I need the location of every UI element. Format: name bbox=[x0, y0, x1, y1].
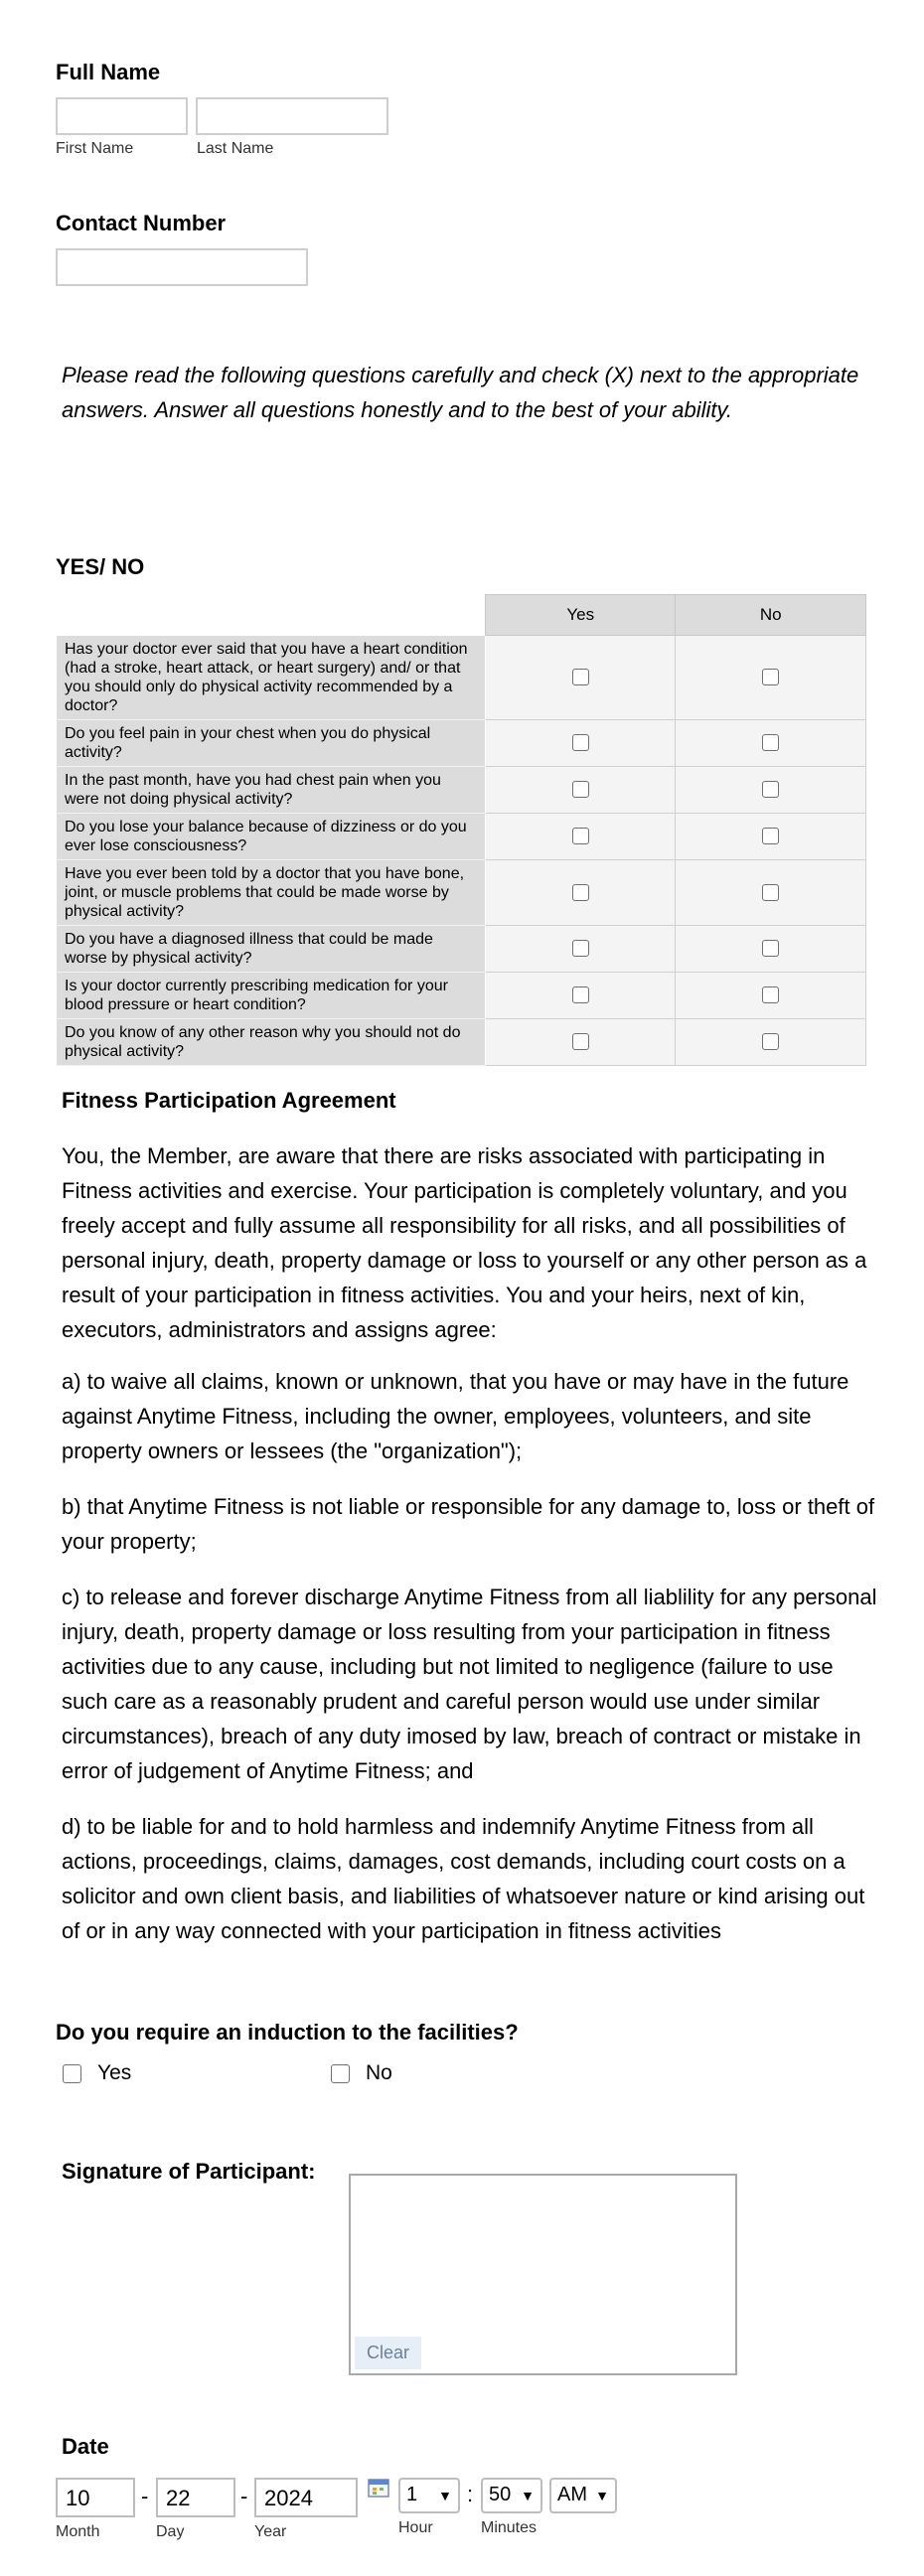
matrix-header-no: No bbox=[676, 595, 866, 636]
month-sublabel: Month bbox=[56, 2523, 100, 2540]
table-row bbox=[57, 767, 866, 814]
yes-cell[interactable] bbox=[486, 720, 676, 767]
question-text: Do you feel pain in your chest when you do physical activity? bbox=[57, 720, 486, 767]
minute-select[interactable] bbox=[481, 2478, 542, 2513]
contact-number-label: Contact Number bbox=[56, 211, 227, 235]
yes-cell[interactable] bbox=[486, 636, 676, 720]
yes-cell[interactable] bbox=[486, 926, 676, 973]
date-separator: - bbox=[141, 2484, 149, 2508]
question-text: Is your doctor currently prescribing medication for your blood pressure or heart condition? bbox=[57, 973, 486, 1019]
matrix-header-yes: Yes bbox=[486, 595, 676, 636]
chevron-down-icon: ▼ bbox=[595, 2488, 609, 2503]
contact-number-input[interactable] bbox=[56, 248, 308, 286]
agreement-paragraph-intro: You, the Member, are aware that there are risks associated with participating in Fitness activities and exercise. Your participation is completely voluntary, and you freely accept and fully assume all responsibility for all risks, and all possibilities of personal injury, death, property damage or loss to yourself or any other person as a result of your participation in fitness activities. You and your heirs, next of kin, executors, administrators and assigns agree: bbox=[62, 1143, 867, 1342]
no-checkbox[interactable] bbox=[762, 828, 779, 844]
no-cell[interactable] bbox=[676, 636, 866, 720]
signature-pad[interactable] bbox=[349, 2174, 737, 2375]
no-checkbox[interactable] bbox=[762, 884, 779, 901]
signature-label: Signature of Participant: bbox=[62, 2159, 316, 2184]
no-checkbox[interactable] bbox=[762, 734, 779, 751]
last-name-sublabel: Last Name bbox=[197, 140, 274, 157]
ampm-select[interactable] bbox=[549, 2478, 617, 2513]
minute-value: 50 bbox=[489, 2484, 512, 2505]
induction-yes-label: Yes bbox=[97, 2061, 132, 2084]
yes-no-title: YES/ NO bbox=[56, 554, 145, 579]
no-cell[interactable] bbox=[676, 973, 866, 1019]
day-sublabel: Day bbox=[156, 2523, 185, 2540]
question-text: Do you lose your balance because of dizziness or do you ever lose consciousness? bbox=[57, 814, 486, 860]
year-sublabel: Year bbox=[254, 2523, 287, 2540]
no-checkbox[interactable] bbox=[762, 986, 779, 1003]
yes-checkbox[interactable] bbox=[572, 828, 589, 844]
chevron-down-icon: ▼ bbox=[438, 2488, 452, 2503]
full-name-label: Full Name bbox=[56, 60, 161, 84]
health-questionnaire-table bbox=[56, 594, 866, 1066]
table-row bbox=[57, 926, 866, 973]
hour-sublabel: Hour bbox=[398, 2519, 433, 2536]
table-row bbox=[57, 814, 866, 860]
table-row bbox=[57, 860, 866, 926]
yes-checkbox[interactable] bbox=[572, 734, 589, 751]
yes-checkbox[interactable] bbox=[572, 940, 589, 957]
signature-clear-button[interactable]: Clear bbox=[355, 2337, 421, 2369]
question-text: Has your doctor ever said that you have a heart condition (had a stroke, heart attack, or heart surgery) and/ or that you should only do physical activity recommended by a doctor? bbox=[57, 636, 486, 720]
agreement-clause-a: a) to waive all claims, known or unknown, that you have or may have in the future against Anytime Fitness, including the owner, employees, volunteers, and site property owners or lessees (the "organization"); bbox=[62, 1369, 849, 1463]
no-checkbox[interactable] bbox=[762, 669, 779, 685]
minute-sublabel: Minutes bbox=[481, 2519, 538, 2536]
agreement-clause-c: c) to release and forever discharge Anytime Fitness from all liablility for any personal injury, death, property damage or loss resulting from your participation in fitness activities due to any cause, including but not limited to negligence (failure to use such care as a reasonably prudent and careful person would use under similar circumstances), breach of any duty imosed by law, breach of contract or mistake in error of judgement of Anytime Fitness; and bbox=[62, 1585, 877, 1783]
agreement-clause-d: d) to be liable for and to hold harmless and indemnify Anytime Fitness from all actions, proceedings, claims, damages, cost demands, including court costs on a solicitor and own client basis, and liabilities of whatsoever nature or kind arising out of or in any way connected with your participation in fitness activities bbox=[62, 1814, 865, 1943]
yes-cell[interactable] bbox=[486, 814, 676, 860]
yes-checkbox[interactable] bbox=[572, 986, 589, 1003]
induction-question: Do you require an induction to the facilities? bbox=[56, 2020, 519, 2045]
yes-checkbox[interactable] bbox=[572, 781, 589, 798]
yes-cell[interactable] bbox=[486, 973, 676, 1019]
yes-cell[interactable] bbox=[486, 860, 676, 926]
year-input[interactable]: 2024 bbox=[254, 2478, 358, 2517]
question-text: In the past month, have you had chest pain when you were not doing physical activity? bbox=[57, 767, 486, 814]
yes-cell[interactable] bbox=[486, 767, 676, 814]
no-cell[interactable] bbox=[676, 926, 866, 973]
matrix-header-blank bbox=[57, 595, 486, 636]
no-checkbox[interactable] bbox=[762, 940, 779, 957]
agreement-clause-b: b) that Anytime Fitness is not liable or responsible for any damage to, loss or theft of your property; bbox=[62, 1494, 875, 1554]
no-cell[interactable] bbox=[676, 860, 866, 926]
ampm-value: AM bbox=[557, 2484, 587, 2505]
yes-checkbox[interactable] bbox=[572, 669, 589, 685]
hour-select[interactable] bbox=[398, 2478, 460, 2513]
agreement-title: Fitness Participation Agreement bbox=[62, 1088, 396, 1113]
induction-option-no[interactable] bbox=[331, 2061, 392, 2085]
table-row bbox=[57, 636, 866, 720]
no-cell[interactable] bbox=[676, 720, 866, 767]
hour-value: 1 bbox=[406, 2484, 418, 2505]
table-row bbox=[57, 973, 866, 1019]
question-text: Do you know of any other reason why you should not do physical activity? bbox=[57, 1019, 486, 1066]
instructions-text: Please read the following questions carefully and check (X) next to the appropriate answers. Answer all questions honestly and to the best of your ability. bbox=[62, 363, 859, 422]
induction-yes-checkbox[interactable] bbox=[63, 2064, 81, 2083]
induction-no-label: No bbox=[366, 2061, 392, 2084]
question-text: Have you ever been told by a doctor that you have bone, joint, or muscle problems that could be made worse by physical activity? bbox=[57, 860, 486, 926]
table-row bbox=[57, 720, 866, 767]
date-label: Date bbox=[62, 2434, 109, 2459]
time-separator: : bbox=[467, 2482, 474, 2506]
first-name-input[interactable] bbox=[56, 97, 188, 135]
calendar-icon[interactable] bbox=[368, 2478, 389, 2498]
no-cell[interactable] bbox=[676, 767, 866, 814]
day-input[interactable]: 22 bbox=[156, 2478, 235, 2517]
induction-option-yes[interactable] bbox=[63, 2061, 131, 2085]
question-text: Do you have a diagnosed illness that could be made worse by physical activity? bbox=[57, 926, 486, 973]
no-checkbox[interactable] bbox=[762, 1033, 779, 1050]
month-input[interactable]: 10 bbox=[56, 2478, 135, 2517]
no-cell[interactable] bbox=[676, 814, 866, 860]
no-checkbox[interactable] bbox=[762, 781, 779, 798]
no-cell[interactable] bbox=[676, 1019, 866, 1066]
table-row bbox=[57, 1019, 866, 1066]
yes-checkbox[interactable] bbox=[572, 884, 589, 901]
induction-no-checkbox[interactable] bbox=[331, 2064, 350, 2083]
date-separator: - bbox=[240, 2484, 248, 2508]
yes-cell[interactable] bbox=[486, 1019, 676, 1066]
last-name-input[interactable] bbox=[196, 97, 388, 135]
first-name-sublabel: First Name bbox=[56, 140, 134, 157]
chevron-down-icon: ▼ bbox=[521, 2488, 535, 2503]
yes-checkbox[interactable] bbox=[572, 1033, 589, 1050]
